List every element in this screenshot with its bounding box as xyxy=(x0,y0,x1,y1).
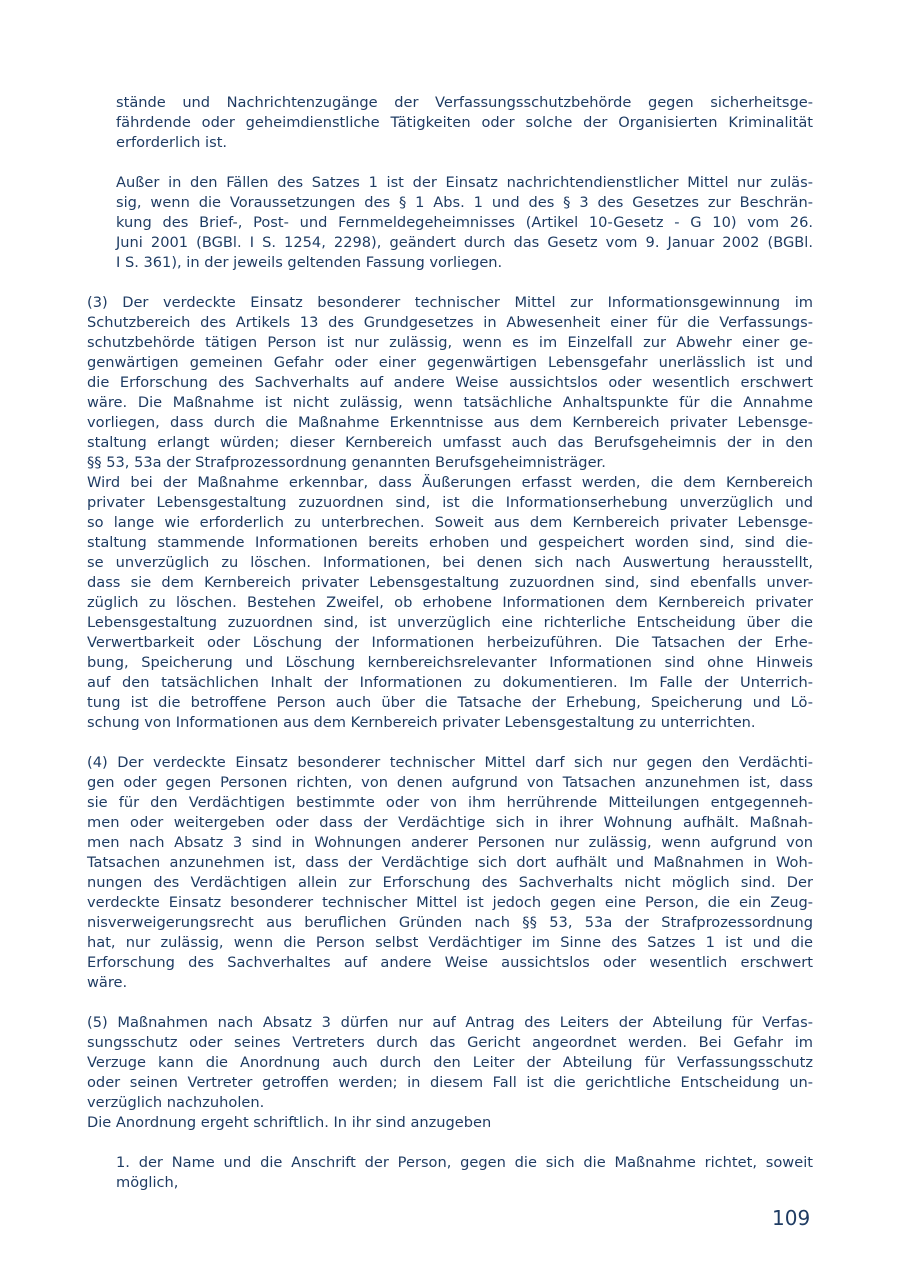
text-line: verzüglich nachzuholen. xyxy=(87,1094,265,1111)
text-line: Verzuge kann die Anordnung auch durch den Leiter der Abteilung für Verfassungsschutz xyxy=(87,1054,813,1071)
text-line: genwärtigen gemeinen Gefahr oder einer gegenwärtigen Lebensgefahr unerlässlich ist und xyxy=(87,354,813,371)
text-line: Verwertbarkeit oder Löschung der Informationen herbeizuführen. Die Tatsachen der Erhe- xyxy=(87,634,813,651)
text-line: §§ 53, 53a der Strafprozessordnung genannten Berufsgeheimnisträger. xyxy=(87,454,606,471)
text-line: se unverzüglich zu löschen. Informationen, bei denen sich nach Auswertung herausstellt, xyxy=(87,554,813,571)
text-line: wäre. xyxy=(87,974,128,991)
text-line: (3) Der verdeckte Einsatz besonderer technischer Mittel zur Informationsgewinnung im xyxy=(87,294,813,311)
text-line: auf den tatsächlichen Inhalt der Informationen zu dokumentieren. Im Falle der Unterrich- xyxy=(87,674,813,691)
text-line: schutzbehörde tätigen Person ist nur zulässig, wenn es im Einzelfall zur Abwehr einer ge- xyxy=(87,334,813,351)
text-line: Erforschung des Sachverhaltes auf andere Weise aussichtslos oder wesentlich erschwert xyxy=(87,954,813,971)
text-line: Wird bei der Maßnahme erkennbar, dass Äußerungen erfasst werden, die dem Kernbereich xyxy=(87,474,813,491)
text-line: bung, Speicherung und Löschung kernbereichsrelevanter Informationen sind ohne Hinweis xyxy=(87,654,813,671)
text-line: hat, nur zulässig, wenn die Person selbst Verdächtiger im Sinne des Satzes 1 ist und die xyxy=(87,934,813,951)
text-line: tung ist die betroffene Person auch über die Tatsache der Erhebung, Speicherung und Lö- xyxy=(87,694,813,711)
text-line: nisverweigerungsrecht aus beruflichen Gründen nach §§ 53, 53a der Strafprozessordnung xyxy=(87,914,813,931)
text-line: kung des Brief-, Post- und Fernmeldegeheimnisses (Artikel 10-Gesetz - G 10) vom 26. xyxy=(116,214,813,231)
text-line: privater Lebensgestaltung zuzuordnen sind, ist die Informationserhebung unverzüglich und xyxy=(87,494,813,511)
text-line: Lebensgestaltung zuzuordnen sind, ist unverzüglich eine richterliche Entscheidung über die xyxy=(87,614,813,631)
list-item-text-line: 1. der Name und die Anschrift der Person, gegen die sich die Maßnahme richtet, soweit xyxy=(116,1154,813,1171)
text-line: Außer in den Fällen des Satzes 1 ist der Einsatz nachrichtendienstlicher Mittel nur zuläs- xyxy=(116,174,813,191)
text-line: stände und Nachrichtenzugänge der Verfassungsschutzbehörde gegen sicherheitsge- xyxy=(116,94,813,111)
text-line: die Erforschung des Sachverhalts auf andere Weise aussichtslos oder wesentlich erschwert xyxy=(87,374,813,391)
text-line: Die Anordnung ergeht schriftlich. In ihr sind anzugeben xyxy=(87,1114,492,1131)
text-line: nungen des Verdächtigen allein zur Erforschung des Sachverhalts nicht möglich sind. Der xyxy=(87,874,813,891)
text-line: so lange wie erforderlich zu unterbrechen. Soweit aus dem Kernbereich privater Lebensge- xyxy=(87,514,813,531)
text-line: Tatsachen anzunehmen ist, dass der Verdächtige sich dort aufhält und Maßnahmen in Woh- xyxy=(87,854,813,871)
text-line: sie für den Verdächtigen bestimmte oder von ihm herrührende Mitteilungen entgegenneh- xyxy=(87,794,813,811)
text-line: dass sie dem Kernbereich privater Lebensgestaltung zuzuordnen sind, sind ebenfalls unver- xyxy=(87,574,813,591)
text-line: (5) Maßnahmen nach Absatz 3 dürfen nur auf Antrag des Leiters der Abteilung für Verfas- xyxy=(87,1014,813,1031)
text-line: Juni 2001 (BGBl. I S. 1254, 2298), geändert durch das Gesetz vom 9. Januar 2002 (BGBl. xyxy=(116,234,813,251)
text-line: oder seinen Vertreter getroffen werden; in diesem Fall ist die gerichtliche Entscheidung un- xyxy=(87,1074,813,1091)
text-line: (4) Der verdeckte Einsatz besonderer technischer Mittel darf sich nur gegen den Verdächti- xyxy=(87,754,813,771)
text-line: Schutzbereich des Artikels 13 des Grundgesetzes in Abwesenheit einer für die Verfassungs- xyxy=(87,314,813,331)
text-line: staltung stammende Informationen bereits erhoben und gespeichert worden sind, sind die- xyxy=(87,534,813,551)
text-line: züglich zu löschen. Bestehen Zweifel, ob erhobene Informationen dem Kernbereich privater xyxy=(87,594,813,611)
text-line: verdeckte Einsatz besonderer technischer Mittel ist jedoch gegen eine Person, die ein Zeug- xyxy=(87,894,813,911)
text-line: vorliegen, dass durch die Maßnahme Erkenntnisse aus dem Kernbereich privater Lebensge- xyxy=(87,414,813,431)
text-line: sig, wenn die Voraussetzungen des § 1 Abs. 1 und des § 3 des Gesetzes zur Beschrän- xyxy=(116,194,813,211)
text-line: fährdende oder geheimdienstliche Tätigkeiten oder solche der Organisierten Kriminalität xyxy=(116,114,813,131)
text-line: men nach Absatz 3 sind in Wohnungen anderer Personen nur zulässig, wenn aufgrund von xyxy=(87,834,813,851)
text-line: erforderlich ist. xyxy=(116,134,228,151)
page-number: 109 xyxy=(772,1206,811,1230)
text-line: men oder weitergeben oder dass der Verdächtige sich in ihrer Wohnung aufhält. Maßnah- xyxy=(87,814,813,831)
text-line: sungsschutz oder seines Vertreters durch das Gericht angeordnet werden. Bei Gefahr im xyxy=(87,1034,813,1051)
text-line: staltung erlangt würden; dieser Kernbereich umfasst auch das Berufsgeheimnis der in den xyxy=(87,434,813,451)
text-line: I S. 361), in der jeweils geltenden Fassung vorliegen. xyxy=(116,254,503,271)
list-item-text-line: möglich, xyxy=(116,1174,179,1191)
text-line: wäre. Die Maßnahme ist nicht zulässig, wenn tatsächliche Anhaltspunkte für die Annahme xyxy=(87,394,813,411)
text-line: gen oder gegen Personen richten, von denen aufgrund von Tatsachen anzunehmen ist, dass xyxy=(87,774,813,791)
text-line: schung von Informationen aus dem Kernbereich privater Lebensgestaltung zu unterrichten. xyxy=(87,714,756,731)
